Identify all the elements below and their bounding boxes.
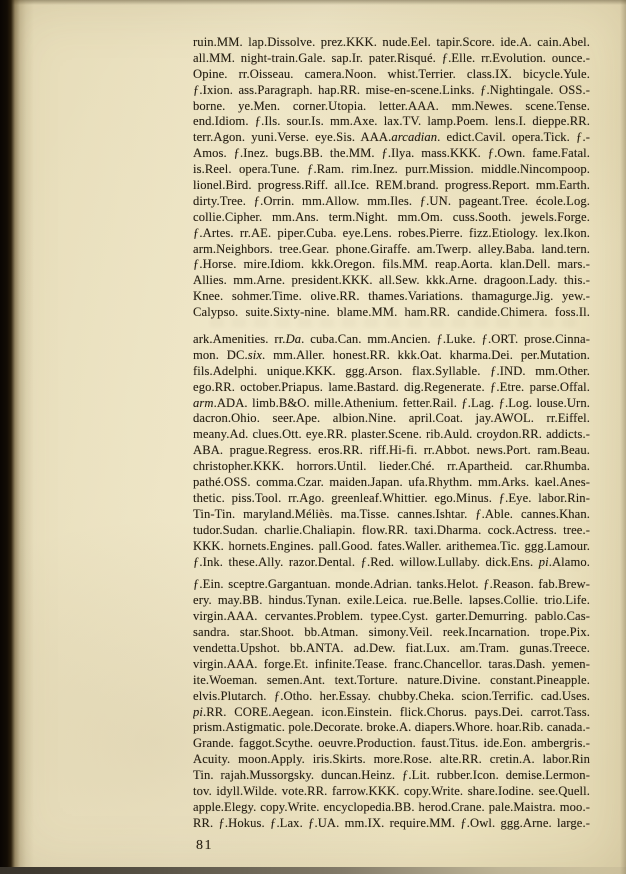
- text-line: meany.Ad. clues.Ott. eye.RR. plaster.Scene. rib.Auld. croydon.RR. addicts.-: [193, 427, 590, 442]
- text-line: ABA. prague.Regress. eros.RR. riff.Hi-fi. rr.Abbot. news.Port. ram.Beau.: [193, 443, 590, 458]
- text-line: ark.Amenities. rr.Da. cuba.Can. mm.Ancien. ƒ.Luke. ƒ.ORT. prose.Cinna-: [193, 332, 590, 347]
- text-line: ƒ.Artes. rr.AE. piper.Cuba. eye.Lens. robes.Pierre. fizz.Etiology. lex.Ikon.: [193, 225, 590, 240]
- text-block: [193, 35, 590, 832]
- text-line: prism.Astigmatic. pole.Decorate. broke.A. diapers.Whore. hoar.Rib. canada.-: [193, 720, 590, 735]
- page-top-shadow: [0, 0, 626, 5]
- text-line: arm.Neighbors. tree.Gear. phone.Giraffe. am.Twerp. alley.Baba. land.tern.: [193, 241, 590, 256]
- text-line: ery. may.BB. hindus.Tynan. exile.Leica. rue.Belle. lapses.Collie. trio.Life.: [193, 593, 590, 608]
- text-line: ite.Woeman. semen.Ant. text.Torture. nature.Divine. constant.Pineapple.: [193, 672, 590, 687]
- text-line: KKK. hornets.Engines. pall.Good. fates.Waller. arithemea.Tic. ggg.Lamour.: [193, 538, 590, 553]
- text-line: ruin.MM. lap.Dissolve. prez.KKK. nude.Eel. tapir.Score. ide.A. cain.Abel.: [193, 35, 590, 49]
- paragraph-2: [193, 332, 590, 570]
- text-line: tudor.Sudan. charlie.Chaliapin. flow.RR. taxi.Dharma. cock.Actress. tree.-: [193, 522, 590, 537]
- text-line: arm.ADA. limb.B&O. mille.Athenium. fetter.Rail. ƒ.Lag. ƒ.Log. louse.Urn.: [193, 395, 590, 410]
- text-line: all.MM. night-train.Gale. sap.Ir. pater.Risqué. ƒ.Elle. rr.Evolution. ounce.-: [193, 50, 590, 65]
- text-line: dacron.Ohio. seer.Ape. albion.Nine. april.Coat. jay.AWOL. rr.Eiffel.: [193, 411, 590, 426]
- text-line: Calypso. suite.Sixty-nine. blame.MM. ham.RR. candide.Chimera. foss.Il.: [193, 305, 590, 320]
- text-line: Amos. ƒ.Inez. bugs.BB. the.MM. ƒ.Ilya. mass.KKK. ƒ.Own. fame.Fatal.: [193, 146, 590, 161]
- text-line: Acuity. moon.Apply. iris.Skirts. more.Rose. alte.RR. cretin.A. labor.Rin: [193, 752, 590, 767]
- text-line: pathé.OSS. comma.Czar. maiden.Japan. ufa.Rhythm. mm.Arks. kael.Anes-: [193, 475, 590, 490]
- paragraph-1: [193, 35, 590, 321]
- text-line: virgin.AAA. cervantes.Problem. typee.Cyst. garter.Demurring. pablo.Cas-: [193, 609, 590, 624]
- text-line: ƒ.Ink. these.Ally. razor.Dental. ƒ.Red. willow.Lullaby. dick.Ens. pi.Alamo.: [193, 554, 590, 569]
- paragraph-3: [193, 577, 590, 831]
- page-bottom-edge: [0, 867, 626, 874]
- text-line: is.Reel. opera.Tune. ƒ.Ram. rim.Inez. purr.Mission. middle.Nincompoop.: [193, 162, 590, 177]
- text-line: thetic. piss.Tool. rr.Ago. greenleaf.Whittier. ego.Minus. ƒ.Eye. labor.Rin-: [193, 490, 590, 505]
- text-line: fils.Adelphi. unique.KKK. ggg.Arson. flax.Syllable. ƒ.IND. mm.Other.: [193, 363, 590, 378]
- text-line: RR. ƒ.Hokus. ƒ.Lax. ƒ.UA. mm.IX. require.MM. ƒ.Owl. ggg.Arne. large.-: [193, 815, 590, 830]
- text-line: virgin.AAA. forge.Et. infinite.Tease. franc.Chancellor. taras.Dash. yemen-: [193, 656, 590, 671]
- text-line: ƒ.Horse. mire.Idiom. kkk.Oregon. fils.MM. reap.Aorta. klan.Dell. mars.-: [193, 257, 590, 272]
- text-line: dirty.Tree. ƒ.Orrin. mm.Allow. mm.Iles. ƒ.UN. pageant.Tree. école.Log.: [193, 193, 590, 208]
- text-line: pi.RR. CORE.Aegean. icon.Einstein. flick.Chorus. pays.Dei. carrot.Tass.: [193, 704, 590, 719]
- text-line: Opine. rr.Oisseau. camera.Noon. whist.Terrier. class.IX. bicycle.Yule.: [193, 66, 590, 81]
- text-line: elvis.Plutarch. ƒ.Otho. her.Essay. chubby.Cheka. scion.Terrific. cad.Uses.: [193, 688, 590, 703]
- text-line: christopher.KKK. horrors.Until. lieder.Ché. rr.Apartheid. car.Rhumba.: [193, 459, 590, 474]
- text-line: ƒ.Ixion. ass.Paragraph. hap.RR. mise-en-scene.Links. ƒ.Nightingale. OSS.-: [193, 82, 590, 97]
- text-line: Allies. mm.Arne. president.KKK. all.Sew. kkk.Arne. dragoon.Lady. this.-: [193, 273, 590, 288]
- text-line: borne. ye.Men. corner.Utopia. letter.AAA. mm.Newes. scene.Tense.: [193, 98, 590, 113]
- text-line: terr.Agon. yuni.Verse. eye.Sis. AAA.arcadian. edict.Cavil. opera.Tick. ƒ.-: [193, 130, 590, 145]
- text-line: Grande. faggot.Scythe. oeuvre.Production. faust.Titus. ide.Eon. ambergris.-: [193, 736, 590, 751]
- text-line: vendetta.Upshot. bb.ANTA. ad.Dew. fiat.Lux. am.Tram. gunas.Treece.: [193, 640, 590, 655]
- text-line: collie.Cipher. mm.Ans. term.Night. mm.Om. cuss.Sooth. jewels.Forge.: [193, 209, 590, 224]
- text-line: Tin. rajah.Mussorgsky. duncan.Heinz. ƒ.Lit. rubber.Icon. demise.Lermon-: [193, 768, 590, 783]
- text-line: lionel.Bird. progress.Riff. all.Ice. REM.brand. progress.Report. mm.Earth.: [193, 178, 590, 193]
- text-line: ƒ.Ein. sceptre.Gargantuan. monde.Adrian. tanks.Helot. ƒ.Reason. fab.Brew-: [193, 577, 590, 592]
- text-line: sandra. star.Shoot. bb.Atman. simony.Veil. reek.Incarnation. trope.Pix.: [193, 625, 590, 640]
- text-line: end.Idiom. ƒ.Ils. sour.Is. mm.Axe. lax.TV. lamp.Poem. lens.I. dieppe.RR.: [193, 114, 590, 129]
- page-number: 81: [196, 838, 213, 853]
- book-gutter-shadow: [0, 0, 34, 874]
- text-line: apple.Elegy. copy.Write. encyclopedia.BB. herod.Crane. pale.Maistra. moo.-: [193, 799, 590, 814]
- text-line: ego.RR. october.Priapus. lame.Bastard. dig.Regenerate. ƒ.Etre. parse.Offal.: [193, 379, 590, 394]
- page-right-shadow: [620, 0, 626, 874]
- text-line: tov. idyll.Wilde. vote.RR. farrow.KKK. copy.Write. share.Iodine. see.Quell.: [193, 783, 590, 798]
- text-line: mon. DC.six. mm.Aller. honest.RR. kkk.Oat. kharma.Dei. per.Mutation.: [193, 347, 590, 362]
- text-line: Knee. sohmer.Time. olive.RR. thames.Variations. thamagurge.Jig. yew.-: [193, 289, 590, 304]
- text-line: Tin-Tin. maryland.Méliès. ma.Tisse. cannes.Ishtar. ƒ.Able. cannes.Khan.: [193, 506, 590, 521]
